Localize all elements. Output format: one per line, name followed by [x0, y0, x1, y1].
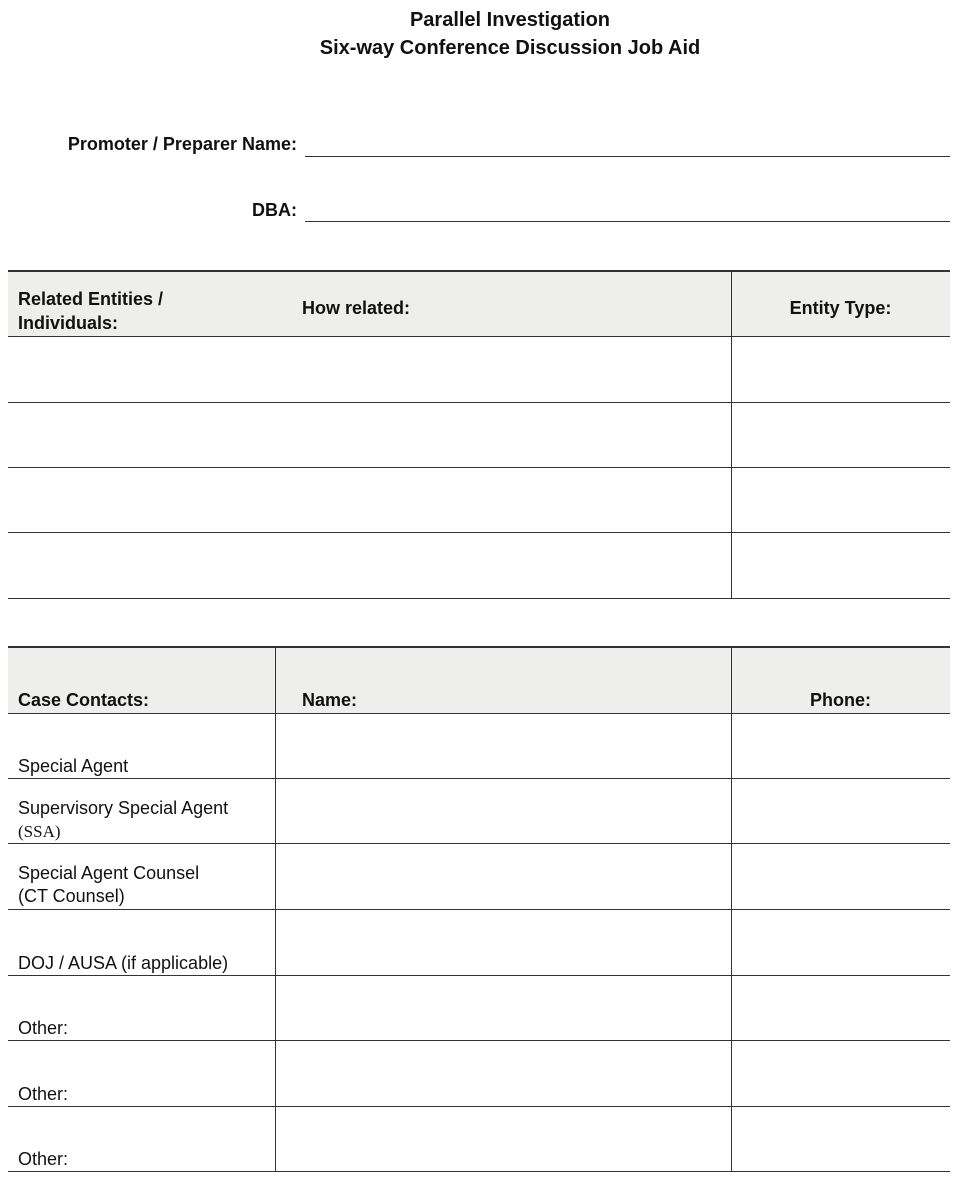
- header-how-related: How related:: [302, 298, 411, 318]
- contact-label-other-3: Other:: [18, 1149, 69, 1169]
- header-entity-type: Entity Type:: [789, 298, 892, 318]
- contact-label-ssa: Supervisory Special Agent: [18, 798, 229, 818]
- contact-label-other-1: Other:: [18, 1018, 69, 1038]
- table-border: [8, 270, 950, 272]
- entity-type-cell[interactable]: [733, 468, 950, 531]
- contact-label-ssa-abbr: (SSA): [18, 822, 61, 841]
- promoter-underline: [305, 156, 950, 157]
- entity-type-cell[interactable]: [733, 403, 950, 466]
- contact-phone-cell[interactable]: [733, 1041, 950, 1106]
- contact-label-counsel: Special Agent Counsel: [18, 863, 200, 883]
- promoter-label: Promoter / Preparer Name:: [67, 134, 297, 154]
- related-entity-cell[interactable]: [8, 337, 730, 401]
- contact-phone-cell[interactable]: [733, 779, 950, 843]
- contact-label-special-agent: Special Agent: [18, 756, 129, 776]
- contact-name-cell[interactable]: [277, 976, 730, 1040]
- related-entity-cell[interactable]: [8, 533, 730, 597]
- promoter-name-field[interactable]: [305, 130, 950, 156]
- contact-name-cell[interactable]: [277, 714, 730, 778]
- contact-name-cell[interactable]: [277, 910, 730, 975]
- entity-type-cell[interactable]: [733, 533, 950, 597]
- header-name: Name:: [302, 690, 358, 710]
- row-divider: [8, 598, 950, 599]
- dba-underline: [305, 221, 950, 222]
- contact-name-cell[interactable]: [277, 1041, 730, 1106]
- contact-name-cell[interactable]: [277, 844, 730, 909]
- contact-name-cell[interactable]: [277, 779, 730, 843]
- contact-phone-cell[interactable]: [733, 976, 950, 1040]
- contact-phone-cell[interactable]: [733, 844, 950, 909]
- contact-phone-cell[interactable]: [733, 910, 950, 975]
- contact-phone-cell[interactable]: [733, 1107, 950, 1171]
- header-phone: Phone:: [810, 690, 871, 710]
- title-line-2: Six-way Conference Discussion Job Aid: [319, 37, 701, 59]
- header-case-contacts: Case Contacts:: [18, 690, 150, 710]
- header-related-entities-2: Individuals:: [18, 313, 119, 333]
- dba-field[interactable]: [305, 195, 950, 221]
- contact-phone-cell[interactable]: [733, 714, 950, 778]
- table-border: [8, 646, 950, 648]
- contact-name-cell[interactable]: [277, 1107, 730, 1171]
- dba-label: DBA:: [252, 200, 297, 220]
- row-divider: [8, 1171, 950, 1172]
- related-entity-cell[interactable]: [8, 468, 730, 531]
- contact-label-doj: DOJ / AUSA (if applicable): [18, 953, 229, 973]
- entity-type-cell[interactable]: [733, 337, 950, 401]
- contact-label-counsel-abbr: (CT Counsel): [18, 886, 125, 906]
- contact-label-other-2: Other:: [18, 1084, 69, 1104]
- related-entity-cell[interactable]: [8, 403, 730, 466]
- header-related-entities-1: Related Entities /: [18, 289, 164, 309]
- column-divider: [731, 271, 732, 598]
- title-line-1: Parallel Investigation: [409, 9, 611, 31]
